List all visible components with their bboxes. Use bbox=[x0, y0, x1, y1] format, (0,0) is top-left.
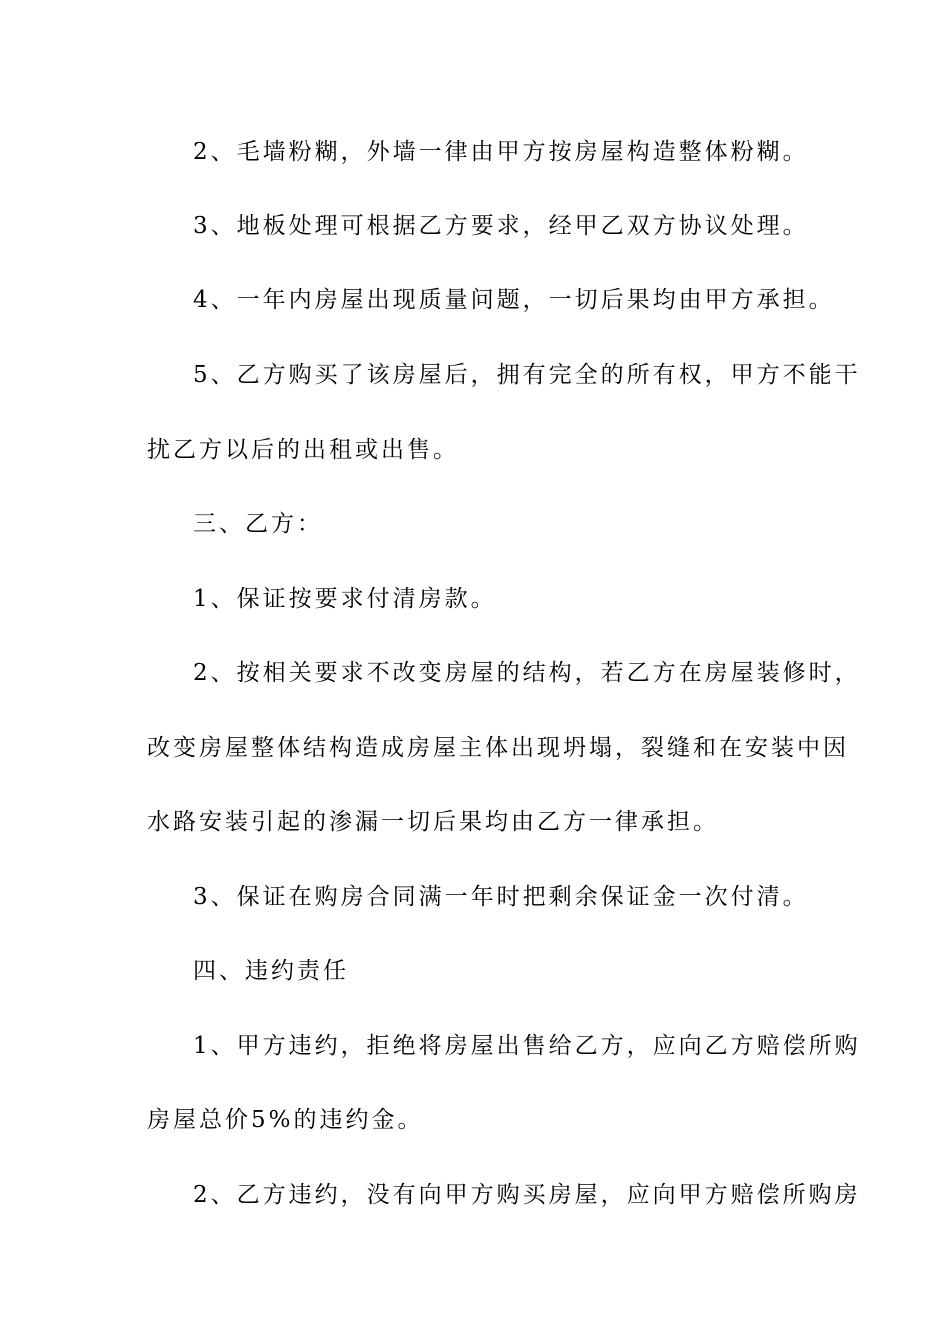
clause-3-floor-treatment: 3、地板处理可根据乙方要求，经甲乙双方协议处理。 bbox=[193, 213, 809, 239]
breach-clause-2-line-1: 2、乙方违约，没有向甲方购买房屋，应向甲方赔偿所购房 bbox=[193, 1182, 861, 1208]
clause-2-wall-plastering: 2、毛墙粉糊，外墙一律由甲方按房屋构造整体粉糊。 bbox=[193, 139, 809, 165]
party-b-clause-2-line-3: 水路安装引起的渗漏一切后果均由乙方一律承担。 bbox=[147, 809, 719, 835]
party-b-clause-1: 1、保证按要求付清房款。 bbox=[193, 586, 497, 612]
section-4-heading-breach: 四、违约责任 bbox=[193, 958, 349, 984]
breach-clause-1-line-1: 1、甲方违约，拒绝将房屋出售给乙方，应向乙方赔偿所购 bbox=[193, 1033, 861, 1059]
clause-5-ownership-line-2: 扰乙方以后的出租或出售。 bbox=[147, 437, 459, 463]
party-b-clause-3: 3、保证在购房合同满一年时把剩余保证金一次付清。 bbox=[193, 884, 809, 910]
clause-4-quality-issues: 4、一年内房屋出现质量问题，一切后果均由甲方承担。 bbox=[193, 287, 835, 313]
clause-5-ownership-line-1: 5、乙方购买了该房屋后，拥有完全的所有权，甲方不能干 bbox=[193, 362, 861, 388]
breach-clause-1-line-2: 房屋总价5%的违约金。 bbox=[147, 1107, 424, 1133]
section-3-heading-party-b: 三、乙方： bbox=[193, 511, 323, 537]
party-b-clause-2-line-2: 改变房屋整体结构造成房屋主体出现坍塌，裂缝和在安装中因 bbox=[147, 735, 849, 761]
party-b-clause-2-line-1: 2、按相关要求不改变房屋的结构，若乙方在房屋装修时， bbox=[193, 660, 861, 686]
